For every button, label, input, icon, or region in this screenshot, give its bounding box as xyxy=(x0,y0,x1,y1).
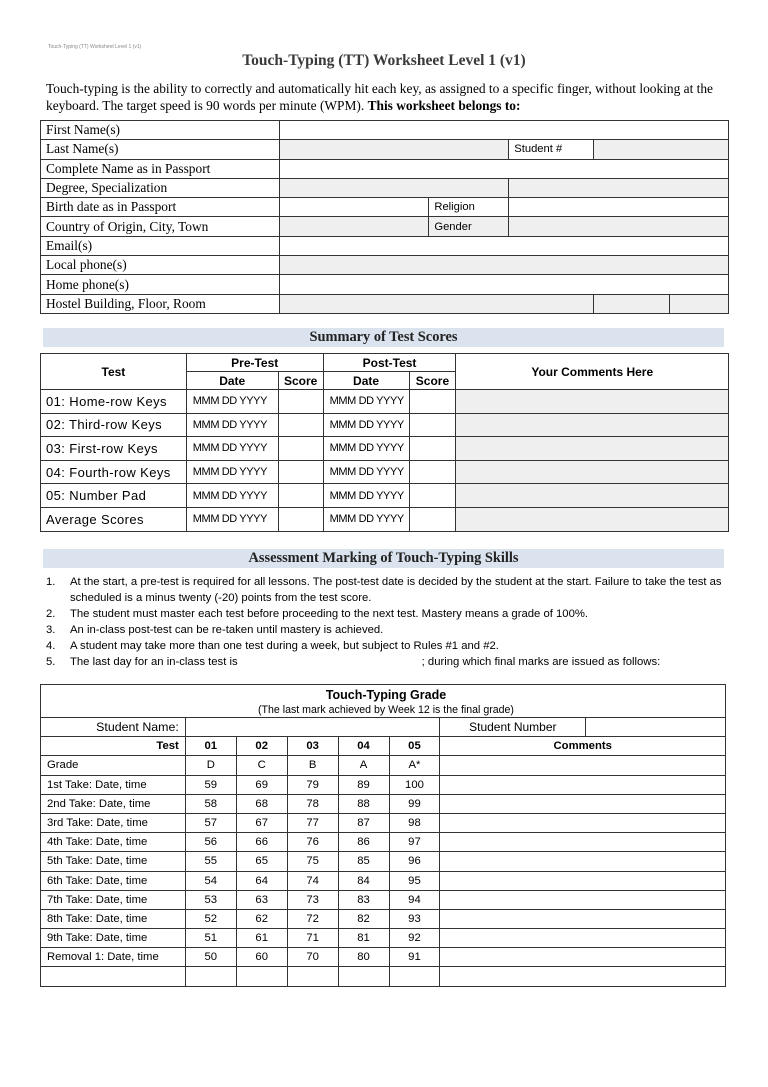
take-row xyxy=(41,929,726,948)
rule-text-after: ; during which final marks are issued as follows: xyxy=(421,656,661,668)
info-row xyxy=(41,121,729,140)
take-row xyxy=(41,890,726,909)
comment-cell[interactable] xyxy=(456,390,729,414)
take-label: 3rd Take: Date, time xyxy=(41,813,186,832)
take-score: 51 xyxy=(185,929,236,948)
test-name: 04: Fourth-row Keys xyxy=(41,460,187,484)
blank-cell[interactable] xyxy=(41,967,186,986)
student-number-field[interactable] xyxy=(594,140,729,159)
test-name: 03: First-row Keys xyxy=(41,437,187,461)
score-row xyxy=(41,484,729,508)
take-score: 98 xyxy=(389,813,440,832)
col-test-04: 04 xyxy=(338,737,389,756)
take-score: 76 xyxy=(287,833,338,852)
gender-label: Gender xyxy=(429,217,509,236)
rule-item xyxy=(46,574,726,606)
take-score: 83 xyxy=(338,890,389,909)
grade-letter: A xyxy=(338,756,389,775)
home-phone-label: Home phone(s) xyxy=(41,275,280,294)
take-row xyxy=(41,813,726,832)
take-label: 5th Take: Date, time xyxy=(41,852,186,871)
comments-cell[interactable] xyxy=(440,909,726,928)
take-row xyxy=(41,909,726,928)
info-row xyxy=(41,217,729,236)
take-label: 6th Take: Date, time xyxy=(41,871,186,890)
post-test-date[interactable]: MMM DD YYYY xyxy=(323,460,409,484)
hostel-floor-field[interactable] xyxy=(594,294,670,313)
col-pre-score: Score xyxy=(278,372,323,390)
grade-letter: C xyxy=(236,756,287,775)
rule-text: An in-class post-test can be re-taken until mastery is achieved. xyxy=(70,624,384,636)
email-field[interactable] xyxy=(279,236,728,255)
take-score: 95 xyxy=(389,871,440,890)
col-test-02: 02 xyxy=(236,737,287,756)
comment-cell[interactable] xyxy=(456,437,729,461)
pre-test-score[interactable] xyxy=(278,390,323,414)
pre-test-date[interactable]: MMM DD YYYY xyxy=(186,484,278,508)
take-score: 86 xyxy=(338,833,389,852)
grade-header-row xyxy=(41,737,726,756)
take-score: 92 xyxy=(389,929,440,948)
rule-item xyxy=(46,654,726,670)
take-score: 61 xyxy=(236,929,287,948)
rule-number: 5. xyxy=(46,656,56,668)
take-label: 4th Take: Date, time xyxy=(41,833,186,852)
col-test-03: 03 xyxy=(287,737,338,756)
pre-test-date[interactable]: MMM DD YYYY xyxy=(186,413,278,437)
take-score: 91 xyxy=(389,948,440,967)
take-label: 7th Take: Date, time xyxy=(41,890,186,909)
grade-letter: A* xyxy=(389,756,440,775)
blank-cell[interactable] xyxy=(287,967,338,986)
pre-test-date[interactable]: MMM DD YYYY xyxy=(186,460,278,484)
col-pre-date: Date xyxy=(186,372,278,390)
comments-cell[interactable] xyxy=(440,890,726,909)
student-number-field[interactable] xyxy=(586,718,726,737)
take-label: 9th Take: Date, time xyxy=(41,929,186,948)
take-label: 8th Take: Date, time xyxy=(41,909,186,928)
intro-paragraph xyxy=(46,80,736,114)
take-score: 50 xyxy=(185,948,236,967)
complete-name-field[interactable] xyxy=(279,159,728,178)
student-name-field[interactable] xyxy=(185,718,440,737)
grade-subtitle: (The last mark achieved by Week 12 is the final grade) xyxy=(41,703,726,718)
test-name: 02: Third-row Keys xyxy=(41,413,187,437)
take-score: 94 xyxy=(389,890,440,909)
country-label: Country of Origin, City, Town xyxy=(41,217,280,236)
rule-number: 3. xyxy=(46,624,56,636)
comment-cell[interactable] xyxy=(456,460,729,484)
rule-item xyxy=(46,622,726,638)
take-score: 72 xyxy=(287,909,338,928)
take-score: 68 xyxy=(236,794,287,813)
specialization-field[interactable] xyxy=(509,178,729,197)
take-score: 85 xyxy=(338,852,389,871)
post-test-score[interactable] xyxy=(409,437,456,461)
take-row xyxy=(41,871,726,890)
student-number-label: Student # xyxy=(509,140,594,159)
intro-bold: This worksheet belongs to: xyxy=(367,98,521,113)
col-test: Test xyxy=(41,737,186,756)
pre-test-date[interactable]: MMM DD YYYY xyxy=(186,437,278,461)
hostel-label: Hostel Building, Floor, Room xyxy=(41,294,280,313)
first-name-label: First Name(s) xyxy=(41,121,280,140)
comments-cell[interactable] xyxy=(440,852,726,871)
blank-cell[interactable] xyxy=(389,967,440,986)
info-row xyxy=(41,294,729,313)
take-score: 53 xyxy=(185,890,236,909)
take-score: 93 xyxy=(389,909,440,928)
summary-heading: Summary of Test Scores xyxy=(43,328,724,347)
gender-field[interactable] xyxy=(509,217,729,236)
student-row xyxy=(41,718,726,737)
rule-text: The last day for an in-class test is xyxy=(70,656,238,668)
take-label: Removal 1: Date, time xyxy=(41,948,186,967)
take-score: 55 xyxy=(185,852,236,871)
take-score: 79 xyxy=(287,775,338,794)
take-score: 58 xyxy=(185,794,236,813)
post-test-score[interactable] xyxy=(409,460,456,484)
complete-name-label: Complete Name as in Passport xyxy=(41,159,280,178)
email-label: Email(s) xyxy=(41,236,280,255)
take-score: 80 xyxy=(338,948,389,967)
take-score: 66 xyxy=(236,833,287,852)
pre-test-score[interactable] xyxy=(278,507,323,531)
take-score: 75 xyxy=(287,852,338,871)
local-phone-field[interactable] xyxy=(279,256,728,275)
summary-header-row xyxy=(41,354,729,372)
comment-cell[interactable] xyxy=(456,484,729,508)
info-row xyxy=(41,236,729,255)
take-score: 100 xyxy=(389,775,440,794)
last-name-label: Last Name(s) xyxy=(41,140,280,159)
home-phone-field[interactable] xyxy=(279,275,728,294)
local-phone-label: Local phone(s) xyxy=(41,256,280,275)
blank-cell[interactable] xyxy=(236,967,287,986)
rule-number: 1. xyxy=(46,576,56,588)
info-row xyxy=(41,275,729,294)
comments-cell[interactable] xyxy=(440,794,726,813)
take-score: 78 xyxy=(287,794,338,813)
take-score: 77 xyxy=(287,813,338,832)
running-header: Touch-Typing (TT) Worksheet Level 1 (v1) xyxy=(48,44,142,50)
birth-date-label: Birth date as in Passport xyxy=(41,198,280,217)
take-score: 65 xyxy=(236,852,287,871)
test-name: 05: Number Pad xyxy=(41,484,187,508)
take-score: 52 xyxy=(185,909,236,928)
take-score: 63 xyxy=(236,890,287,909)
assessment-heading: Assessment Marking of Touch-Typing Skills xyxy=(43,549,724,568)
take-score: 97 xyxy=(389,833,440,852)
rule-text: At the start, a pre-test is required for all lessons. The post-test date is decided by the student at the start. Failure to take the test as scheduled is a minus twenty (-20) points from the test score. xyxy=(70,576,722,604)
take-score: 73 xyxy=(287,890,338,909)
religion-field[interactable] xyxy=(509,198,729,217)
first-name-field[interactable] xyxy=(279,121,728,140)
take-score: 88 xyxy=(338,794,389,813)
grade-letter: D xyxy=(185,756,236,775)
religion-label: Religion xyxy=(429,198,509,217)
col-pre-test: Pre-Test xyxy=(186,354,323,372)
take-label: 1st Take: Date, time xyxy=(41,775,186,794)
post-test-date[interactable]: MMM DD YYYY xyxy=(323,413,409,437)
col-comments: Comments xyxy=(440,737,726,756)
pre-test-score[interactable] xyxy=(278,437,323,461)
take-row xyxy=(41,775,726,794)
assessment-rules-list xyxy=(46,574,726,670)
take-label: 2nd Take: Date, time xyxy=(41,794,186,813)
score-row xyxy=(41,390,729,414)
col-test-05: 05 xyxy=(389,737,440,756)
comments-cell[interactable] xyxy=(440,929,726,948)
rule-item xyxy=(46,638,726,654)
last-name-field[interactable] xyxy=(279,140,509,159)
blank-cell[interactable] xyxy=(338,967,389,986)
take-score: 56 xyxy=(185,833,236,852)
hostel-building-field[interactable] xyxy=(279,294,594,313)
rule-text: A student may take more than one test during a week, but subject to Rules #1 and #2. xyxy=(70,640,499,652)
test-name: 01: Home-row Keys xyxy=(41,390,187,414)
blank-cell[interactable] xyxy=(185,967,236,986)
take-score: 89 xyxy=(338,775,389,794)
grade-subtitle-row xyxy=(41,703,726,718)
comment-cell[interactable] xyxy=(456,413,729,437)
blank-cell[interactable] xyxy=(440,967,726,986)
comments-cell[interactable] xyxy=(440,813,726,832)
grade-letter: B xyxy=(287,756,338,775)
post-test-score[interactable] xyxy=(409,484,456,508)
pre-test-score[interactable] xyxy=(278,484,323,508)
score-row xyxy=(41,507,729,531)
comments-cell[interactable] xyxy=(440,833,726,852)
blank-row xyxy=(41,967,726,986)
take-score: 59 xyxy=(185,775,236,794)
grade-letter-row xyxy=(41,756,726,775)
pre-test-score[interactable] xyxy=(278,413,323,437)
take-score: 81 xyxy=(338,929,389,948)
take-score: 87 xyxy=(338,813,389,832)
rule-item xyxy=(46,606,726,622)
comments-cell[interactable] xyxy=(440,948,726,967)
rule-number: 4. xyxy=(46,640,56,652)
take-score: 96 xyxy=(389,852,440,871)
col-test-01: 01 xyxy=(185,737,236,756)
take-score: 74 xyxy=(287,871,338,890)
hostel-room-field[interactable] xyxy=(670,294,729,313)
take-row xyxy=(41,852,726,871)
comment-cell[interactable] xyxy=(456,507,729,531)
post-test-date[interactable]: MMM DD YYYY xyxy=(323,390,409,414)
rule-text: The student must master each test before proceeding to the next test. Mastery means a grade of 100%. xyxy=(70,608,589,620)
info-row xyxy=(41,159,729,178)
post-test-date[interactable]: MMM DD YYYY xyxy=(323,484,409,508)
col-post-score: Score xyxy=(409,372,456,390)
take-row xyxy=(41,794,726,813)
take-score: 57 xyxy=(185,813,236,832)
take-score: 60 xyxy=(236,948,287,967)
birth-date-field[interactable] xyxy=(279,198,429,217)
summary-scores-table xyxy=(40,353,729,532)
take-score: 99 xyxy=(389,794,440,813)
student-info-table xyxy=(40,120,729,314)
post-test-score[interactable] xyxy=(409,413,456,437)
comments-cell[interactable] xyxy=(440,775,726,794)
col-comments: Your Comments Here xyxy=(456,354,729,390)
comments-cell[interactable] xyxy=(440,871,726,890)
take-score: 70 xyxy=(287,948,338,967)
intro-text: Touch-typing is the ability to correctly and automatically hit each key, as assigned to a specific finger, without looking at the keyboard. The target speed is 90 words per minute (WPM). xyxy=(46,81,713,113)
grade-table xyxy=(40,684,726,987)
degree-field[interactable] xyxy=(279,178,509,197)
post-test-score[interactable] xyxy=(409,390,456,414)
take-score: 82 xyxy=(338,909,389,928)
country-field[interactable] xyxy=(279,217,429,236)
post-test-date[interactable]: MMM DD YYYY xyxy=(323,437,409,461)
post-test-score[interactable] xyxy=(409,507,456,531)
student-number-label: Student Number xyxy=(440,718,586,737)
info-row xyxy=(41,256,729,275)
info-row xyxy=(41,140,729,159)
take-score: 54 xyxy=(185,871,236,890)
test-name: Average Scores xyxy=(41,507,187,531)
take-score: 71 xyxy=(287,929,338,948)
take-score: 84 xyxy=(338,871,389,890)
info-row xyxy=(41,178,729,197)
take-row xyxy=(41,833,726,852)
take-score: 69 xyxy=(236,775,287,794)
take-score: 62 xyxy=(236,909,287,928)
page-title: Touch-Typing (TT) Worksheet Level 1 (v1) xyxy=(242,52,526,69)
degree-label: Degree, Specialization xyxy=(41,178,280,197)
score-row xyxy=(41,460,729,484)
grade-title: Touch-Typing Grade xyxy=(41,685,726,703)
col-post-date: Date xyxy=(323,372,409,390)
take-row xyxy=(41,948,726,967)
pre-test-date[interactable]: MMM DD YYYY xyxy=(186,507,278,531)
take-score: 64 xyxy=(236,871,287,890)
score-row xyxy=(41,437,729,461)
pre-test-date[interactable]: MMM DD YYYY xyxy=(186,390,278,414)
pre-test-score[interactable] xyxy=(278,460,323,484)
post-test-date[interactable]: MMM DD YYYY xyxy=(323,507,409,531)
col-test: Test xyxy=(41,354,187,390)
take-score: 67 xyxy=(236,813,287,832)
grade-label: Grade xyxy=(41,756,186,775)
rule-number: 2. xyxy=(46,608,56,620)
grade-title-row xyxy=(41,685,726,703)
student-name-label: Student Name: xyxy=(41,718,186,737)
comments-cell[interactable] xyxy=(440,756,726,775)
col-post-test: Post-Test xyxy=(323,354,456,372)
score-row xyxy=(41,413,729,437)
info-row xyxy=(41,198,729,217)
